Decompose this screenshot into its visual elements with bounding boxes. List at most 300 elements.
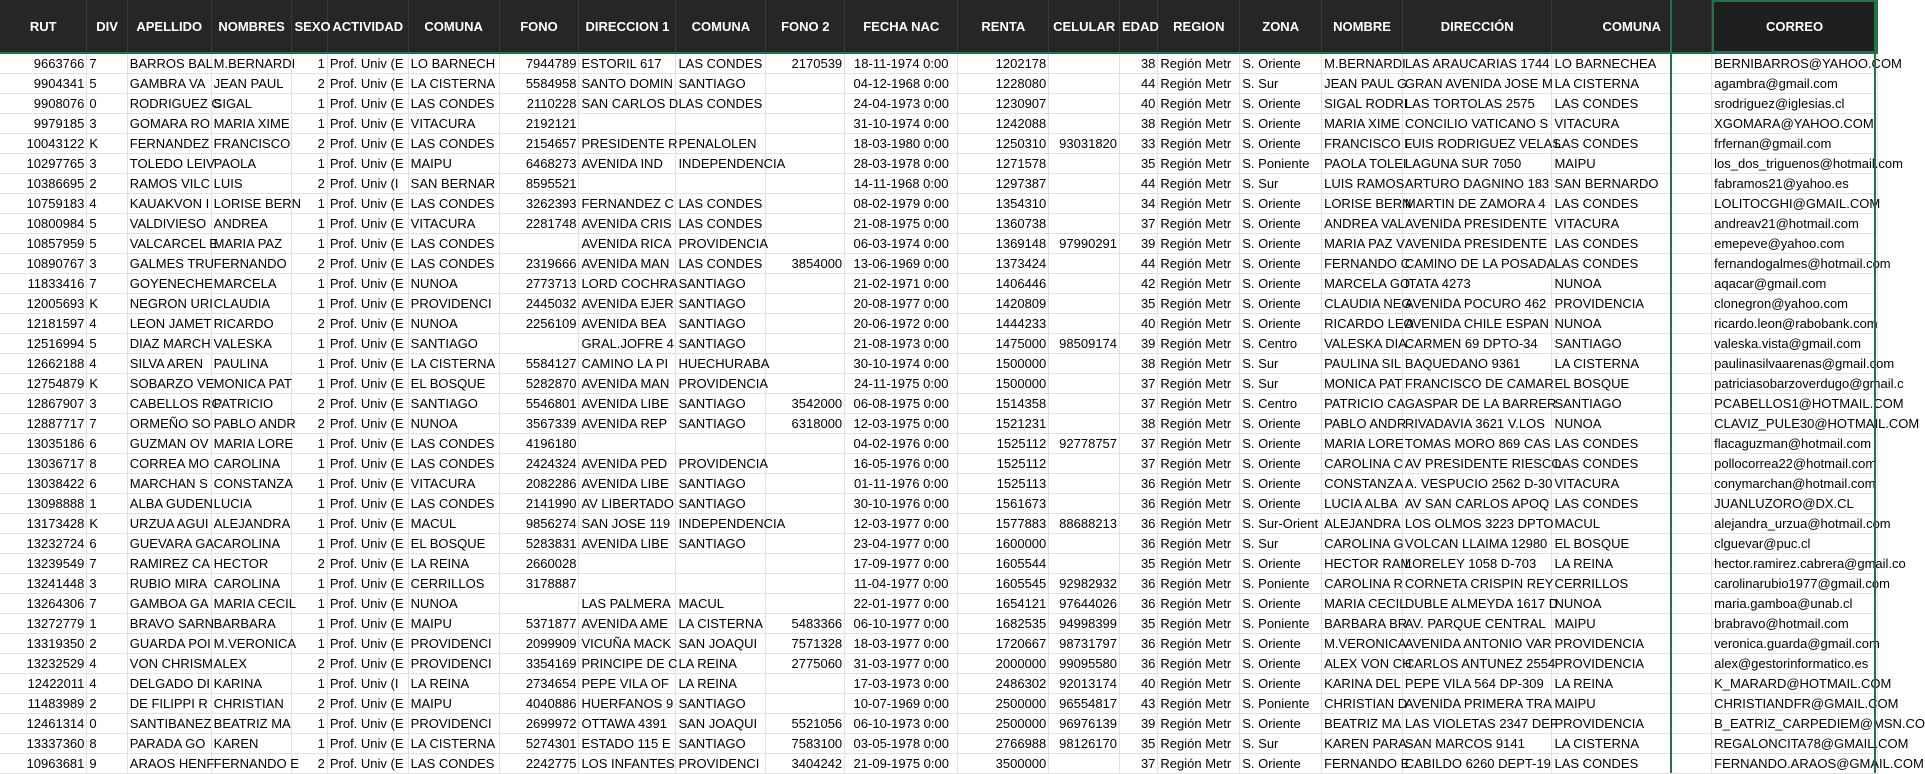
- table-cell[interactable]: clguevar@puc.cl: [1712, 534, 1878, 554]
- table-cell[interactable]: 3: [87, 394, 127, 414]
- table-cell[interactable]: 13232724: [0, 534, 87, 554]
- table-cell[interactable]: Región Metr: [1158, 694, 1240, 714]
- table-cell[interactable]: AVENIDA LIBE: [579, 394, 676, 414]
- table-cell[interactable]: DE FILIPPI R: [127, 694, 211, 714]
- table-cell[interactable]: TOLEDO LEIV: [127, 154, 211, 174]
- table-cell[interactable]: SAN CARLOS D: [579, 94, 676, 114]
- table-cell[interactable]: 7: [87, 594, 127, 614]
- table-cell[interactable]: 1: [292, 714, 327, 734]
- table-cell[interactable]: LA REINA: [1552, 674, 1712, 694]
- table-cell[interactable]: 2775060: [766, 654, 845, 674]
- table-cell[interactable]: OTTAWA 4391: [579, 714, 676, 734]
- table-cell[interactable]: SANTIAGO: [676, 74, 766, 94]
- table-cell[interactable]: PROVIDENCIA: [676, 234, 766, 254]
- table-cell[interactable]: MARIA CECIL: [211, 594, 292, 614]
- table-cell[interactable]: BARBARA: [211, 614, 292, 634]
- table-cell[interactable]: Prof. Univ (E: [327, 154, 408, 174]
- table-cell[interactable]: 06-03-1974 0:00: [845, 234, 958, 254]
- table-cell[interactable]: S. Oriente: [1240, 314, 1322, 334]
- table-cell[interactable]: 92982932: [1049, 574, 1120, 594]
- table-cell[interactable]: FERNANDEZ: [127, 134, 211, 154]
- table-cell[interactable]: 37: [1120, 454, 1158, 474]
- column-header[interactable]: COMUNA: [676, 0, 766, 53]
- table-cell[interactable]: S. Oriente: [1240, 214, 1322, 234]
- table-cell[interactable]: Prof. Univ (E: [327, 414, 408, 434]
- table-cell[interactable]: LA CISTERNA: [408, 734, 499, 754]
- table-cell[interactable]: 12005693: [0, 294, 87, 314]
- table-cell[interactable]: CLAVIZ_PULE30@HOTMAIL.COM: [1712, 414, 1878, 434]
- table-cell[interactable]: LORISE BERN: [211, 194, 292, 214]
- table-cell[interactable]: FERNANDO E: [211, 754, 292, 774]
- table-cell[interactable]: S. Sur: [1240, 354, 1322, 374]
- table-cell[interactable]: K: [87, 514, 127, 534]
- table-cell[interactable]: SANTIAGO: [408, 394, 499, 414]
- table-cell[interactable]: 13038422: [0, 474, 87, 494]
- column-header[interactable]: RUT: [0, 0, 87, 53]
- table-cell[interactable]: LAS CONDES: [676, 194, 766, 214]
- table-cell[interactable]: Región Metr: [1158, 294, 1240, 314]
- table-cell[interactable]: 37: [1120, 394, 1158, 414]
- table-cell[interactable]: LA CISTERNA: [1552, 734, 1712, 754]
- table-cell[interactable]: [766, 574, 845, 594]
- table-cell[interactable]: Región Metr: [1158, 234, 1240, 254]
- table-cell[interactable]: 5483366: [766, 614, 845, 634]
- table-cell[interactable]: CORNETA CRISPIN REY: [1402, 574, 1552, 594]
- table-cell[interactable]: CLAUDIA NEG: [1322, 294, 1403, 314]
- table-cell[interactable]: 12662188: [0, 354, 87, 374]
- table-cell[interactable]: VITACURA: [408, 114, 499, 134]
- table-cell[interactable]: PARADA GO: [127, 734, 211, 754]
- table-cell[interactable]: S. Sur-Orient: [1240, 514, 1322, 534]
- table-cell[interactable]: 2: [292, 394, 327, 414]
- table-cell[interactable]: PRINCIPE DE C: [579, 654, 676, 674]
- table-cell[interactable]: Prof. Univ (E: [327, 534, 408, 554]
- table-cell[interactable]: CHRISTIAN D: [1322, 694, 1403, 714]
- table-cell[interactable]: Prof. Univ (E: [327, 554, 408, 574]
- table-cell[interactable]: AVENIDA LIBE: [579, 474, 676, 494]
- table-cell[interactable]: 12-03-1975 0:00: [845, 414, 958, 434]
- table-cell[interactable]: 43: [1120, 694, 1158, 714]
- table-cell[interactable]: 13-06-1969 0:00: [845, 254, 958, 274]
- table-cell[interactable]: [1049, 554, 1120, 574]
- table-cell[interactable]: SANTIAGO: [1552, 394, 1712, 414]
- table-cell[interactable]: FRANCISCO DE CAMAR: [1402, 374, 1552, 394]
- table-cell[interactable]: 1: [292, 294, 327, 314]
- table-cell[interactable]: FERNANDO C: [1322, 254, 1403, 274]
- table-cell[interactable]: MARIA LORE: [211, 434, 292, 454]
- table-cell[interactable]: CONSTANZA: [1322, 474, 1403, 494]
- table-cell[interactable]: HECTOR RAM: [1322, 554, 1403, 574]
- table-cell[interactable]: LAS CONDES: [408, 434, 499, 454]
- table-cell[interactable]: CAROLINA: [211, 574, 292, 594]
- table-cell[interactable]: ESTORIL 617: [579, 53, 676, 74]
- table-cell[interactable]: BAQUEDANO 9361: [1402, 354, 1552, 374]
- table-cell[interactable]: Prof. Univ (E: [327, 134, 408, 154]
- table-cell[interactable]: S. Poniente: [1240, 694, 1322, 714]
- table-cell[interactable]: 7: [87, 414, 127, 434]
- table-cell[interactable]: 37: [1120, 214, 1158, 234]
- table-cell[interactable]: 5: [87, 334, 127, 354]
- table-cell[interactable]: GUEVARA GA: [127, 534, 211, 554]
- table-cell[interactable]: S. Sur: [1240, 534, 1322, 554]
- table-cell[interactable]: pollocorrea22@hotmail.com: [1712, 454, 1878, 474]
- table-cell[interactable]: 2: [87, 634, 127, 654]
- table-cell[interactable]: PRESIDENTE R: [579, 134, 676, 154]
- table-cell[interactable]: LA REINA: [676, 674, 766, 694]
- table-cell[interactable]: 1354310: [958, 194, 1049, 214]
- table-cell[interactable]: LAS CONDES: [1552, 134, 1712, 154]
- table-cell[interactable]: [1049, 53, 1120, 74]
- table-cell[interactable]: 1: [292, 154, 327, 174]
- table-cell[interactable]: [1049, 74, 1120, 94]
- table-cell[interactable]: PROVIDENCI: [676, 754, 766, 774]
- table-cell[interactable]: fernandogalmes@hotmail.com: [1712, 254, 1878, 274]
- table-cell[interactable]: 1475000: [958, 334, 1049, 354]
- table-cell[interactable]: ANDREA: [211, 214, 292, 234]
- table-cell[interactable]: 2000000: [958, 654, 1049, 674]
- table-cell[interactable]: Región Metr: [1158, 654, 1240, 674]
- table-cell[interactable]: 3542000: [766, 394, 845, 414]
- table-cell[interactable]: 35: [1120, 614, 1158, 634]
- table-cell[interactable]: Prof. Univ (E: [327, 74, 408, 94]
- table-cell[interactable]: 0: [87, 94, 127, 114]
- table-cell[interactable]: AVENIDA ANTONIO VAR: [1402, 634, 1552, 654]
- table-cell[interactable]: 36: [1120, 534, 1158, 554]
- table-cell[interactable]: 24-04-1973 0:00: [845, 94, 958, 114]
- table-cell[interactable]: 1605544: [958, 554, 1049, 574]
- table-cell[interactable]: S. Oriente: [1240, 254, 1322, 274]
- table-cell[interactable]: Región Metr: [1158, 154, 1240, 174]
- table-cell[interactable]: 2319666: [499, 254, 579, 274]
- table-cell[interactable]: Prof. Univ (I: [327, 174, 408, 194]
- table-cell[interactable]: 2: [292, 554, 327, 574]
- table-cell[interactable]: 2486302: [958, 674, 1049, 694]
- table-cell[interactable]: 9: [87, 754, 127, 774]
- table-cell[interactable]: 92013174: [1049, 674, 1120, 694]
- table-cell[interactable]: S. Oriente: [1240, 414, 1322, 434]
- table-cell[interactable]: 18-11-1974 0:00: [845, 53, 958, 74]
- table-cell[interactable]: 1444233: [958, 314, 1049, 334]
- table-cell[interactable]: VALCARCEL E: [127, 234, 211, 254]
- table-cell[interactable]: LA REINA: [408, 554, 499, 574]
- table-cell[interactable]: [766, 234, 845, 254]
- table-cell[interactable]: [766, 354, 845, 374]
- table-cell[interactable]: EL BOSQUE: [408, 534, 499, 554]
- table-cell[interactable]: 2: [292, 414, 327, 434]
- table-cell[interactable]: 18-03-1980 0:00: [845, 134, 958, 154]
- table-cell[interactable]: maria.gamboa@unab.cl: [1712, 594, 1878, 614]
- table-cell[interactable]: VITACURA: [1552, 114, 1712, 134]
- table-cell[interactable]: LAS CONDES: [1552, 494, 1712, 514]
- column-header[interactable]: APELLIDO: [127, 0, 211, 53]
- table-cell[interactable]: AVENIDA MAN: [579, 254, 676, 274]
- table-cell[interactable]: 36: [1120, 634, 1158, 654]
- table-cell[interactable]: M.VERONICA: [1322, 634, 1403, 654]
- table-cell[interactable]: 7583100: [766, 734, 845, 754]
- table-cell[interactable]: [766, 174, 845, 194]
- table-cell[interactable]: Prof. Univ (E: [327, 274, 408, 294]
- table-cell[interactable]: GUARDA POI: [127, 634, 211, 654]
- table-cell[interactable]: 20-08-1977 0:00: [845, 294, 958, 314]
- table-cell[interactable]: BEATRIZ MA: [211, 714, 292, 734]
- table-cell[interactable]: 1: [292, 234, 327, 254]
- table-cell[interactable]: LORISE BERN: [1322, 194, 1403, 214]
- table-cell[interactable]: 36: [1120, 594, 1158, 614]
- table-cell[interactable]: LUIS RAMOS: [1322, 174, 1403, 194]
- table-cell[interactable]: Región Metr: [1158, 474, 1240, 494]
- table-cell[interactable]: 2: [292, 74, 327, 94]
- table-cell[interactable]: Prof. Univ (E: [327, 354, 408, 374]
- table-cell[interactable]: 35: [1120, 554, 1158, 574]
- table-cell[interactable]: CONSTANZA: [211, 474, 292, 494]
- table-cell[interactable]: Región Metr: [1158, 174, 1240, 194]
- table-cell[interactable]: S. Oriente: [1240, 234, 1322, 254]
- table-cell[interactable]: LAS CONDES: [408, 254, 499, 274]
- table-cell[interactable]: ARAOS HENF: [127, 754, 211, 774]
- table-cell[interactable]: 6468273: [499, 154, 579, 174]
- table-cell[interactable]: 7: [87, 554, 127, 574]
- table-cell[interactable]: LORD COCHRA: [579, 274, 676, 294]
- table-cell[interactable]: SANTO DOMIN: [579, 74, 676, 94]
- table-cell[interactable]: paulinasilvaarenas@gmail.com: [1712, 354, 1878, 374]
- table-cell[interactable]: 1297387: [958, 174, 1049, 194]
- table-cell[interactable]: LOS INFANTES: [579, 754, 676, 774]
- table-cell[interactable]: Región Metr: [1158, 434, 1240, 454]
- table-cell[interactable]: NUNOA: [408, 414, 499, 434]
- table-cell[interactable]: [766, 134, 845, 154]
- table-cell[interactable]: 06-08-1975 0:00: [845, 394, 958, 414]
- table-cell[interactable]: SANTIAGO: [676, 414, 766, 434]
- table-cell[interactable]: LO BARNECHEA: [1552, 53, 1712, 74]
- table-cell[interactable]: 5282870: [499, 374, 579, 394]
- table-cell[interactable]: S. Oriente: [1240, 654, 1322, 674]
- table-cell[interactable]: M.BERNARDI: [211, 53, 292, 74]
- table-cell[interactable]: VITACURA: [1552, 474, 1712, 494]
- table-cell[interactable]: CAROLINA G: [1322, 534, 1403, 554]
- table-cell[interactable]: S. Oriente: [1240, 494, 1322, 514]
- table-cell[interactable]: 2: [292, 654, 327, 674]
- table-cell[interactable]: LAS CONDES: [676, 214, 766, 234]
- table-cell[interactable]: 10297765: [0, 154, 87, 174]
- table-cell[interactable]: PENALOLEN: [676, 134, 766, 154]
- table-cell[interactable]: NEGRON URI: [127, 294, 211, 314]
- table-cell[interactable]: TOMAS MORO 869 CAS: [1402, 434, 1552, 454]
- table-cell[interactable]: 44: [1120, 174, 1158, 194]
- table-cell[interactable]: SANTIAGO: [676, 274, 766, 294]
- table-cell[interactable]: 2: [292, 694, 327, 714]
- table-cell[interactable]: Prof. Univ (E: [327, 234, 408, 254]
- table-cell[interactable]: 2: [292, 174, 327, 194]
- table-cell[interactable]: 3178887: [499, 574, 579, 594]
- table-cell[interactable]: Región Metr: [1158, 414, 1240, 434]
- table-cell[interactable]: flacaguzman@hotmail.com: [1712, 434, 1878, 454]
- table-cell[interactable]: CARLOS ANTUNEZ 2554: [1402, 654, 1552, 674]
- table-cell[interactable]: AVENIDA CHILE ESPAN: [1402, 314, 1552, 334]
- table-cell[interactable]: clonegron@yahoo.com: [1712, 294, 1878, 314]
- table-cell[interactable]: 4: [87, 654, 127, 674]
- table-cell[interactable]: LAS CONDES: [408, 134, 499, 154]
- table-cell[interactable]: CAMINO DE LA POSADA: [1402, 254, 1552, 274]
- table-cell[interactable]: MAIPU: [1552, 694, 1712, 714]
- table-cell[interactable]: Región Metr: [1158, 74, 1240, 94]
- table-cell[interactable]: LAS CONDES: [676, 254, 766, 274]
- table-cell[interactable]: 37: [1120, 434, 1158, 454]
- table-cell[interactable]: [499, 234, 579, 254]
- table-cell[interactable]: 1: [292, 94, 327, 114]
- table-cell[interactable]: 20-06-1972 0:00: [845, 314, 958, 334]
- table-cell[interactable]: 5: [87, 74, 127, 94]
- table-cell[interactable]: AVENIDA EJER: [579, 294, 676, 314]
- column-header[interactable]: ACTIVIDAD: [327, 0, 408, 53]
- table-cell[interactable]: PROVIDENCIA: [676, 454, 766, 474]
- table-cell[interactable]: MAIPU: [408, 614, 499, 634]
- table-cell[interactable]: MACUL: [676, 594, 766, 614]
- table-cell[interactable]: VOLCAN LLAIMA 12980: [1402, 534, 1552, 554]
- table-cell[interactable]: 1360738: [958, 214, 1049, 234]
- table-cell[interactable]: MACUL: [408, 514, 499, 534]
- table-cell[interactable]: CAMINO LA PI: [579, 354, 676, 374]
- table-cell[interactable]: REGALONCITA78@GMAIL.COM: [1712, 734, 1878, 754]
- table-cell[interactable]: 6: [87, 434, 127, 454]
- table-cell[interactable]: 36: [1120, 514, 1158, 534]
- table-cell[interactable]: [579, 434, 676, 454]
- table-cell[interactable]: LAS CONDES: [408, 234, 499, 254]
- table-cell[interactable]: RICARDO: [211, 314, 292, 334]
- table-cell[interactable]: 2773713: [499, 274, 579, 294]
- table-cell[interactable]: 12461314: [0, 714, 87, 734]
- table-cell[interactable]: S. Oriente: [1240, 554, 1322, 574]
- table-cell[interactable]: 8: [87, 734, 127, 754]
- table-cell[interactable]: 93031820: [1049, 134, 1120, 154]
- table-cell[interactable]: S. Oriente: [1240, 754, 1322, 774]
- table-cell[interactable]: 4: [87, 314, 127, 334]
- table-cell[interactable]: Prof. Univ (E: [327, 194, 408, 214]
- table-cell[interactable]: alex@gestorinformatico.es: [1712, 654, 1878, 674]
- table-cell[interactable]: [1049, 114, 1120, 134]
- table-cell[interactable]: DELGADO DI: [127, 674, 211, 694]
- table-cell[interactable]: K_MARARD@HOTMAIL.COM: [1712, 674, 1878, 694]
- table-cell[interactable]: PROVIDENCI: [408, 714, 499, 734]
- table-cell[interactable]: XGOMARA@YAHOO.COM: [1712, 114, 1878, 134]
- table-cell[interactable]: SAN JOAQUI: [676, 634, 766, 654]
- table-cell[interactable]: 1250310: [958, 134, 1049, 154]
- table-cell[interactable]: RICARDO LEO: [1322, 314, 1403, 334]
- table-cell[interactable]: emepeve@yahoo.com: [1712, 234, 1878, 254]
- table-cell[interactable]: AVENIDA RICA: [579, 234, 676, 254]
- table-cell[interactable]: SAN BERNAR: [408, 174, 499, 194]
- table-cell[interactable]: 2: [87, 694, 127, 714]
- table-cell[interactable]: 35: [1120, 154, 1158, 174]
- table-cell[interactable]: AVENIDA CRIS: [579, 214, 676, 234]
- table-cell[interactable]: 24-11-1975 0:00: [845, 374, 958, 394]
- table-cell[interactable]: Región Metr: [1158, 514, 1240, 534]
- table-cell[interactable]: AVENIDA AME: [579, 614, 676, 634]
- table-cell[interactable]: KAREN: [211, 734, 292, 754]
- table-cell[interactable]: brabravo@hotmail.com: [1712, 614, 1878, 634]
- table-cell[interactable]: Región Metr: [1158, 634, 1240, 654]
- table-cell[interactable]: 13264306: [0, 594, 87, 614]
- table-cell[interactable]: [1049, 394, 1120, 414]
- table-cell[interactable]: 6318000: [766, 414, 845, 434]
- table-cell[interactable]: ARTURO DAGNINO 183: [1402, 174, 1552, 194]
- table-cell[interactable]: Región Metr: [1158, 194, 1240, 214]
- table-cell[interactable]: [1049, 374, 1120, 394]
- table-cell[interactable]: 39: [1120, 234, 1158, 254]
- table-cell[interactable]: [579, 554, 676, 574]
- table-cell[interactable]: 13173428: [0, 514, 87, 534]
- table-cell[interactable]: CORREA MO: [127, 454, 211, 474]
- table-cell[interactable]: BRAVO SARN: [127, 614, 211, 634]
- table-cell[interactable]: S. Oriente: [1240, 594, 1322, 614]
- table-cell[interactable]: LUCIA: [211, 494, 292, 514]
- table-cell[interactable]: Región Metr: [1158, 94, 1240, 114]
- table-cell[interactable]: 98126170: [1049, 734, 1120, 754]
- table-cell[interactable]: 96554817: [1049, 694, 1120, 714]
- table-cell[interactable]: Prof. Univ (E: [327, 334, 408, 354]
- table-cell[interactable]: 06-10-1973 0:00: [845, 714, 958, 734]
- table-cell[interactable]: Región Metr: [1158, 53, 1240, 74]
- table-cell[interactable]: NUNOA: [408, 594, 499, 614]
- table-cell[interactable]: ANDREA VAL: [1322, 214, 1403, 234]
- table-cell[interactable]: SAN JOAQUI: [676, 714, 766, 734]
- column-header[interactable]: RENTA: [958, 0, 1049, 53]
- table-cell[interactable]: Prof. Univ (E: [327, 254, 408, 274]
- table-cell[interactable]: SIGAL RODRI: [1322, 94, 1403, 114]
- table-cell[interactable]: Región Metr: [1158, 354, 1240, 374]
- table-cell[interactable]: AV SAN CARLOS APOQ: [1402, 494, 1552, 514]
- table-cell[interactable]: BARBARA BR: [1322, 614, 1403, 634]
- column-header[interactable]: CELULAR: [1049, 0, 1120, 53]
- table-cell[interactable]: 1369148: [958, 234, 1049, 254]
- column-header[interactable]: FONO: [499, 0, 579, 53]
- table-cell[interactable]: [766, 214, 845, 234]
- table-cell[interactable]: PCABELLOS1@HOTMAIL.COM: [1712, 394, 1878, 414]
- table-cell[interactable]: [676, 574, 766, 594]
- table-cell[interactable]: INDEPENDENCIA: [676, 514, 766, 534]
- table-cell[interactable]: 4196180: [499, 434, 579, 454]
- table-cell[interactable]: PROVIDENCI: [408, 634, 499, 654]
- table-cell[interactable]: 7: [87, 53, 127, 74]
- table-cell[interactable]: 1: [292, 434, 327, 454]
- table-cell[interactable]: SANTIAGO: [1552, 334, 1712, 354]
- table-cell[interactable]: PAULINA: [211, 354, 292, 374]
- column-header[interactable]: COMUNA: [408, 0, 499, 53]
- table-cell[interactable]: 1: [292, 534, 327, 554]
- table-cell[interactable]: S. Oriente: [1240, 194, 1322, 214]
- column-header[interactable]: CORREO: [1712, 0, 1878, 53]
- table-cell[interactable]: 31-03-1977 0:00: [845, 654, 958, 674]
- table-cell[interactable]: 44: [1120, 254, 1158, 274]
- table-cell[interactable]: 1: [87, 614, 127, 634]
- table-cell[interactable]: SANTIAGO: [408, 334, 499, 354]
- column-header[interactable]: NOMBRE: [1322, 0, 1403, 53]
- table-cell[interactable]: [766, 334, 845, 354]
- table-cell[interactable]: LAS ARAUCARIAS 1744: [1402, 53, 1552, 74]
- table-cell[interactable]: [1049, 154, 1120, 174]
- table-cell[interactable]: S. Poniente: [1240, 154, 1322, 174]
- table-cell[interactable]: Región Metr: [1158, 494, 1240, 514]
- table-cell[interactable]: S. Oriente: [1240, 294, 1322, 314]
- table-cell[interactable]: LAS CONDES: [1552, 754, 1712, 774]
- table-cell[interactable]: Prof. Univ (E: [327, 294, 408, 314]
- table-cell[interactable]: ricardo.leon@rabobank.com: [1712, 314, 1878, 334]
- table-cell[interactable]: SANTIAGO: [676, 694, 766, 714]
- column-header[interactable]: FECHA NAC: [845, 0, 958, 53]
- table-cell[interactable]: LAS CONDES: [408, 194, 499, 214]
- table-cell[interactable]: 06-10-1977 0:00: [845, 614, 958, 634]
- table-cell[interactable]: 40: [1120, 674, 1158, 694]
- table-cell[interactable]: S. Sur: [1240, 374, 1322, 394]
